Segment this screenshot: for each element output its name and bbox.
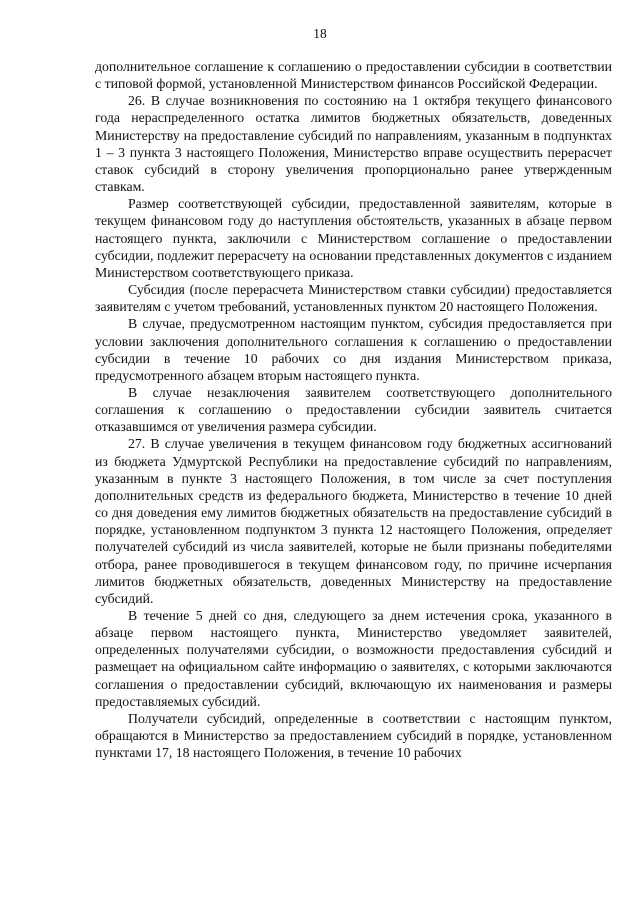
paragraph-subsidy-recalculated: Субсидия (после перерасчета Министерством ставки субсидии) предоставляется заявителям с учетом требований, установленных пунктом 20 настоящего Положения. [95, 282, 612, 315]
paragraph-non-conclusion: В случае незаключения заявителем соответствующего дополнительного соглашения к соглашению о предоставлении субсидии заявитель считается отказавшимся от увеличения размера субсидии. [95, 384, 612, 435]
paragraph-continuation: дополнительное соглашение к соглашению о предоставлении субсидии в соответствии с типовой формой, установленной Министерством финансов Российской Федерации. [95, 59, 612, 92]
paragraph-recipients: Получатели субсидий, определенные в соответствии с настоящим пунктом, обращаются в Министерство за предоставлением субсидий в порядке, установленном пунктами 17, 18 настоящего Положения, в течение 10 рабочих [95, 710, 612, 761]
paragraph-notification: В течение 5 дней со дня, следующего за днем истечения срока, указанного в абзаце первом настоящего пункта, Министерство уведомляет заявителей, определенных получателями субсидии, о возможности предоставления субсидий и размещает на официальном сайте информацию о заявителях, с которыми заключаются соглашения о предоставлении субсидий, включающую их наименования и размеры предоставляемых субсидий. [95, 608, 612, 709]
page-number: 18 [313, 26, 327, 41]
paragraph-subsidy-size: Размер соответствующей субсидии, предоставленной заявителям, которые в текущем финансовом году до наступления обстоятельств, указанных в абзаце первом настоящего пункта, заключили с Министерством соглашение о предоставлении субсидии, подлежит перерасчету на основании представленных документов с изданием Министерством соответствующего приказа. [95, 196, 612, 280]
paragraph-clause-26: 26. В случае возникновения по состоянию на 1 октября текущего финансового года нераспределенного остатка лимитов бюджетных обязательств, доведенных Министерству на предоставление субсидий по направлениям, указанным в подпунктах 1 – 3 пункта 3 настоящего Положения, Министерство вправе осуществить перерасчет ставок субсидий в сторону увеличения пропорционально ранее утвержденным ставкам. [95, 93, 612, 195]
paragraph-clause-27: 27. В случае увеличения в текущем финансовом году бюджетных ассигнований из бюджета Удмуртской Республики на предоставление субсидий по направлениям, указанным в пункте 3 настоящего Положения, в том числе за счет поступления дополнительных средств из федерального бюджета, Министерство в течение 10 дней со дня доведения ему лимитов бюджетных обязательств на предоставление субсидий в порядке, установленном подпунктом 3 пункта 12 настоящего Положения, определяет получателей субсидий из числа заявителей, которые не были признаны победителями отбора, ранее проводившегося в текущем финансовом году, по причине исчерпания лимитов бюджетных обязательств, доведенных Министерству на предоставление субсидий. [95, 436, 612, 606]
document-body [95, 58, 612, 761]
paragraph-additional-agreement: В случае, предусмотренном настоящим пунктом, субсидия предоставляется при условии заключения дополнительного соглашения к соглашению о предоставлении субсидии в течение 10 рабочих со дня издания Министерством приказа, предусмотренного абзацем вторым настоящего пункта. [95, 316, 612, 383]
